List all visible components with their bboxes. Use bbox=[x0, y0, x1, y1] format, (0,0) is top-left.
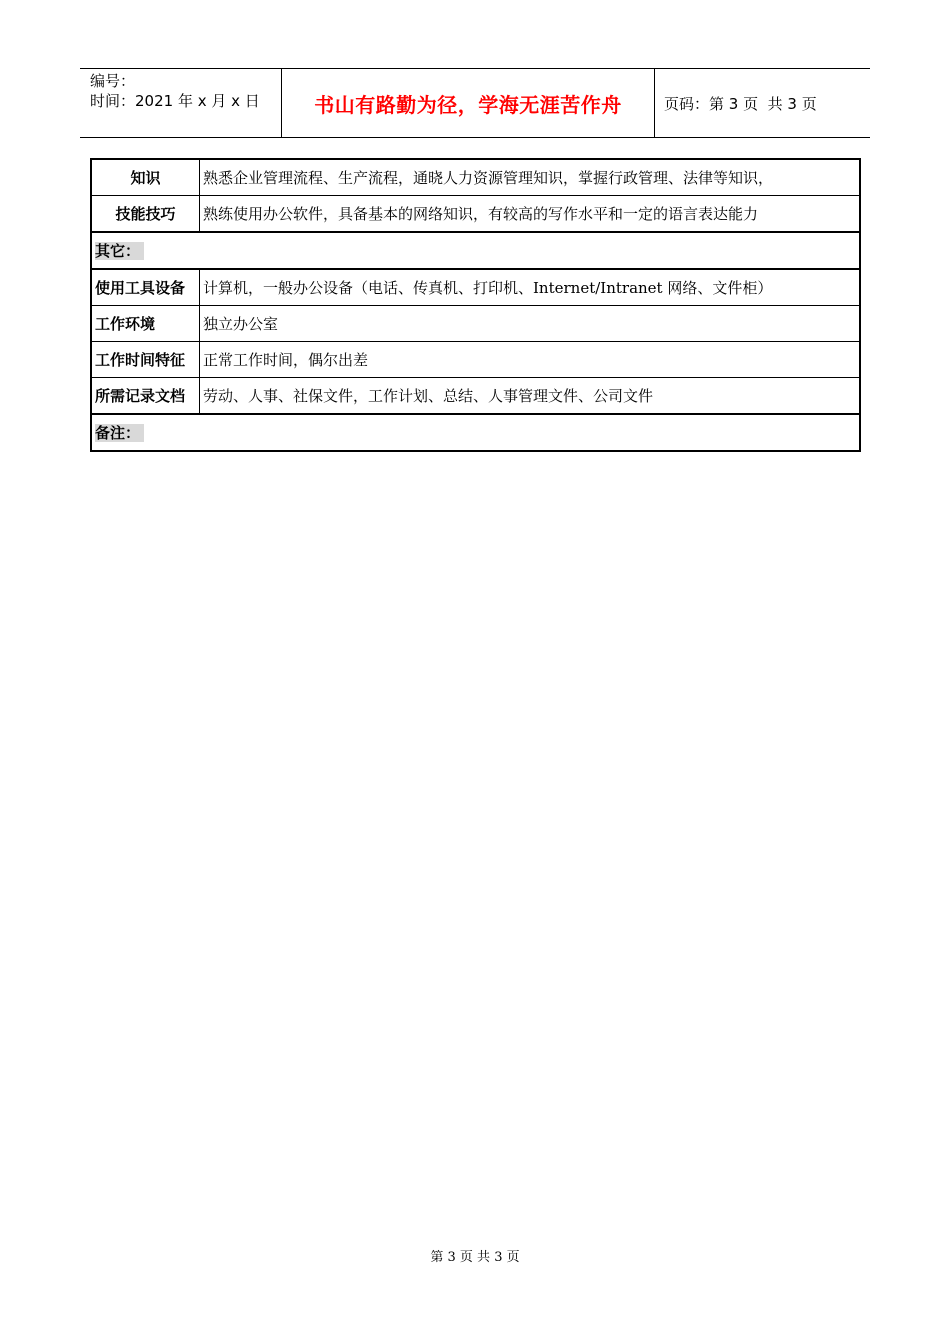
row-label-knowledge: 知识 bbox=[91, 159, 200, 196]
remark-label: 备注： bbox=[95, 424, 144, 442]
table-row bbox=[91, 306, 860, 342]
row-value-knowledge: 熟悉企业管理流程、生产流程，通晓人力资源管理知识，掌握行政管理、法律等知识， bbox=[200, 159, 861, 196]
table-row bbox=[91, 232, 860, 269]
other-section-label bbox=[91, 232, 860, 269]
table-row bbox=[91, 378, 860, 415]
other-label: 其它： bbox=[95, 242, 144, 260]
table-row bbox=[91, 414, 860, 451]
page-header bbox=[80, 68, 870, 138]
remark-section-label bbox=[91, 414, 860, 451]
job-description-table bbox=[90, 158, 861, 452]
table-row bbox=[91, 159, 860, 196]
row-value-work-time: 正常工作时间，偶尔出差 bbox=[200, 342, 861, 378]
table-row bbox=[91, 196, 860, 233]
row-value-documents: 劳动、人事、社保文件，工作计划、总结、人事管理文件、公司文件 bbox=[200, 378, 861, 415]
row-label-skills: 技能技巧 bbox=[91, 196, 200, 233]
row-value-tools: 计算机，一般办公设备（电话、传真机、打印机、Internet/Intranet 网络、文件柜） bbox=[200, 269, 861, 306]
row-value-skills: 熟练使用办公软件，具备基本的网络知识，有较高的写作水平和一定的语言表达能力 bbox=[200, 196, 861, 233]
row-label-work-time: 工作时间特征 bbox=[91, 342, 200, 378]
page-info-text: 页码：第 3 页 共 3 页 bbox=[664, 94, 817, 113]
header-meta bbox=[90, 71, 280, 111]
table-row bbox=[91, 342, 860, 378]
row-label-environment: 工作环境 bbox=[91, 306, 200, 342]
page-footer: 第 3 页 共 3 页 bbox=[430, 1250, 520, 1265]
time-label: 时间：2021 年 x 月 x 日 bbox=[90, 92, 260, 110]
header-page-info bbox=[664, 69, 817, 137]
table-row bbox=[91, 269, 860, 306]
code-label: 编号： bbox=[90, 72, 136, 90]
row-value-environment: 独立办公室 bbox=[200, 306, 861, 342]
header-motto: 书山有路勤为径，学海无涯苦作舟 bbox=[314, 92, 622, 117]
row-label-tools: 使用工具设备 bbox=[91, 269, 200, 306]
row-label-documents: 所需记录文档 bbox=[91, 378, 200, 415]
header-divider bbox=[654, 69, 655, 137]
